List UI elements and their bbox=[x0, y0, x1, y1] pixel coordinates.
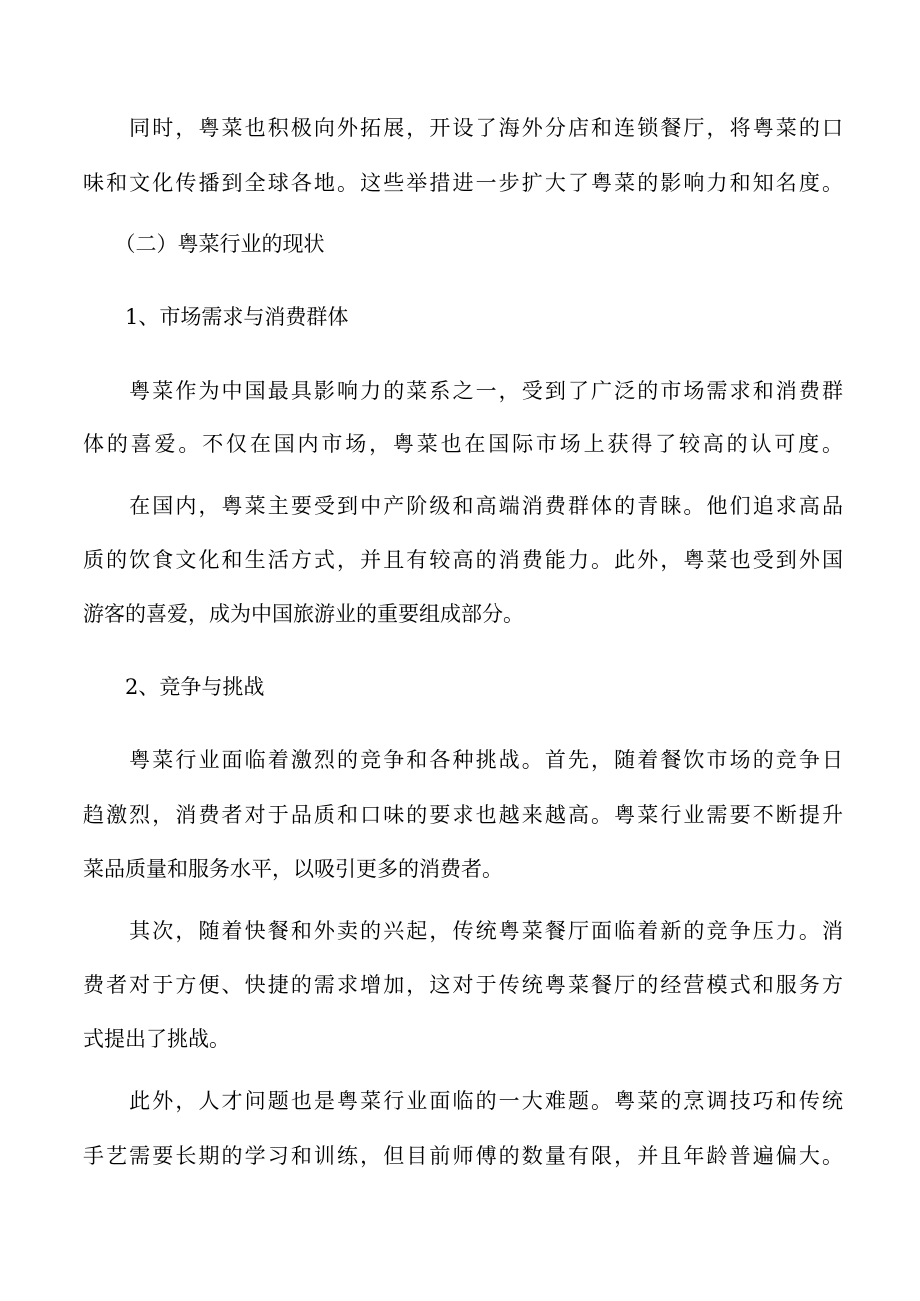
text-line: 游客的喜爱，成为中国旅游业的重要组成部分。 bbox=[83, 602, 524, 626]
text-line: 此外，人才问题也是粤菜行业面临的一大难题。粤菜的烹调技巧和传统 bbox=[83, 1089, 843, 1113]
text-line: 在国内，粤菜主要受到中产阶级和高端消费群体的青睐。他们追求高品 bbox=[83, 494, 843, 518]
text-line: 趋激烈，消费者对于品质和口味的要求也越来越高。粤菜行业需要不断提升 bbox=[83, 803, 843, 827]
text-line: 体的喜爱。不仅在国内市场，粤菜也在国际市场上获得了较高的认可度。 bbox=[83, 432, 843, 456]
text-line: 质的饮食文化和生活方式，并且有较高的消费能力。此外，粤菜也受到外国 bbox=[83, 548, 843, 572]
text-line: 味和文化传播到全球各地。这些举措进一步扩大了粤菜的影响力和知名度。 bbox=[83, 171, 843, 195]
text-line: 费者对于方便、快捷的需求增加，这对于传统粤菜餐厅的经营模式和服务方 bbox=[83, 973, 843, 997]
section-heading: （二）粤菜行业的现状 bbox=[83, 232, 325, 256]
text-line: 粤菜作为中国最具影响力的菜系之一，受到了广泛的市场需求和消费群 bbox=[83, 379, 843, 403]
text-line: 菜品质量和服务水平，以吸引更多的消费者。 bbox=[83, 857, 503, 881]
text-line: 手艺需要长期的学习和训练，但目前师傅的数量有限，并且年龄普遍偏大。 bbox=[83, 1144, 843, 1168]
text-line: 同时，粤菜也积极向外拓展，开设了海外分店和连锁餐厅，将粤菜的口 bbox=[83, 116, 843, 140]
text-line: 其次，随着快餐和外卖的兴起，传统粤菜餐厅面临着新的竞争压力。消 bbox=[83, 919, 843, 943]
subsection-heading: 2、竞争与挑战 bbox=[83, 675, 265, 699]
subsection-heading: 1、市场需求与消费群体 bbox=[83, 305, 349, 329]
text-line: 式提出了挑战。 bbox=[83, 1027, 230, 1051]
text-line: 粤菜行业面临着激烈的竞争和各种挑战。首先，随着餐饮市场的竞争日 bbox=[83, 748, 843, 772]
